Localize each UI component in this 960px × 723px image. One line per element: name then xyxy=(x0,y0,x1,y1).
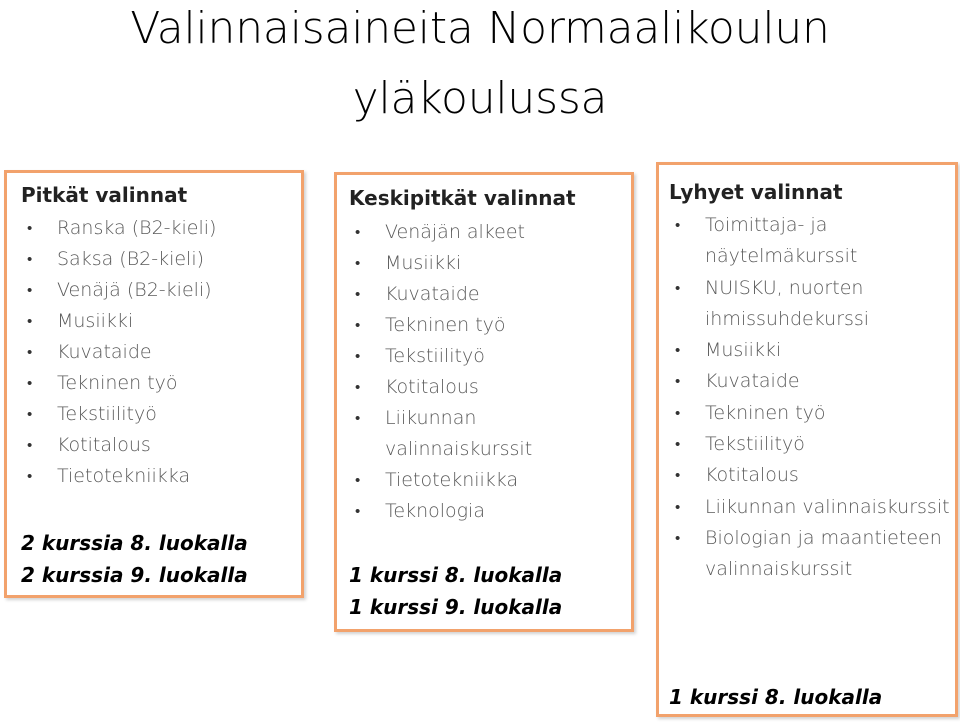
bullet-icon: • xyxy=(27,405,33,423)
box-heading: Lyhyet valinnat xyxy=(669,180,843,204)
list-item: • Tekninen työ xyxy=(349,310,629,341)
bullet-icon: • xyxy=(675,466,681,485)
bullet-icon: • xyxy=(27,250,33,268)
list-item: • Musiikki xyxy=(349,248,629,279)
elective-list xyxy=(669,210,954,586)
list-item: • Saksa (B2-kieli) xyxy=(21,244,301,275)
list-item: • Kotitalous xyxy=(349,372,629,403)
bullet-icon: • xyxy=(27,436,33,454)
elective-list xyxy=(21,213,301,492)
bullet-icon: • xyxy=(355,254,361,272)
bullet-icon: • xyxy=(355,409,361,427)
list-item: • Kuvataide xyxy=(21,337,301,368)
course-count-note xyxy=(21,527,248,591)
medium-electives-box xyxy=(334,172,634,632)
list-item: • Ranska (B2-kieli) xyxy=(21,213,301,244)
short-electives-box xyxy=(656,162,958,717)
course-count-line: 1 kurssi 8. luokalla xyxy=(349,563,563,587)
list-item: • Venäjä (B2-kieli) xyxy=(21,275,301,306)
bullet-icon: • xyxy=(675,372,681,391)
list-item: • Biologian ja maantieteen valinnaiskurssit xyxy=(669,523,954,586)
list-item: • Tekstiilityö xyxy=(349,341,629,372)
bullet-icon: • xyxy=(675,341,681,360)
list-item: • Venäjän alkeet xyxy=(349,217,629,248)
list-item: • Tekninen työ xyxy=(669,398,954,429)
bullet-icon: • xyxy=(27,312,33,330)
elective-list xyxy=(349,217,629,527)
page-title-line-1: Valinnaisaineita Normaalikoulun xyxy=(130,3,830,54)
bullet-icon: • xyxy=(675,278,681,297)
bullet-icon: • xyxy=(355,471,361,489)
list-item: • NUISKU, nuorten ihmissuhdekurssi xyxy=(669,273,954,336)
list-item: • Teknologia xyxy=(349,496,629,527)
list-item: • Tietotekniikka xyxy=(21,461,301,492)
list-item: • Tietotekniikka xyxy=(349,465,629,496)
course-count-line: 2 kurssia 9. luokalla xyxy=(21,563,248,587)
bullet-icon: • xyxy=(355,502,361,520)
bullet-icon: • xyxy=(27,343,33,361)
course-count-line: 1 kurssi 9. luokalla xyxy=(349,595,563,619)
bullet-icon: • xyxy=(355,378,361,396)
list-item: • Liikunnan valinnaiskurssit xyxy=(349,403,629,465)
bullet-icon: • xyxy=(355,223,361,241)
box-heading: Pitkät valinnat xyxy=(21,183,188,207)
list-item: • Liikunnan valinnaiskurssit xyxy=(669,492,954,523)
bullet-icon: • xyxy=(675,403,681,422)
course-count-note xyxy=(349,559,562,623)
bullet-icon: • xyxy=(27,219,33,237)
list-item: • Tekstiilityö xyxy=(669,429,954,460)
page-title-line-2: yläkoulussa xyxy=(352,73,608,124)
list-item: • Kotitalous xyxy=(21,430,301,461)
box-heading: Keskipitkät valinnat xyxy=(349,186,576,210)
bullet-icon: • xyxy=(675,435,681,454)
bullet-icon: • xyxy=(675,528,681,547)
bullet-icon: • xyxy=(675,216,681,234)
list-item: • Toimittaja- ja näytelmäkurssit xyxy=(669,210,954,273)
list-item: • Tekstiilityö xyxy=(21,399,301,430)
bullet-icon: • xyxy=(27,281,33,299)
long-electives-box xyxy=(4,170,304,598)
list-item: • Kuvataide xyxy=(669,366,954,397)
bullet-icon: • xyxy=(27,467,33,485)
list-item: • Kotitalous xyxy=(669,460,954,491)
course-count-note xyxy=(669,681,882,713)
bullet-icon: • xyxy=(355,347,361,365)
list-item: • Musiikki xyxy=(669,335,954,366)
list-item: • Kuvataide xyxy=(349,279,629,310)
bullet-icon: • xyxy=(27,374,33,392)
list-item: • Musiikki xyxy=(21,306,301,337)
bullet-icon: • xyxy=(355,316,361,334)
course-count-line: 2 kurssia 8. luokalla xyxy=(21,531,248,555)
bullet-icon: • xyxy=(355,285,361,303)
list-item: • Tekninen työ xyxy=(21,368,301,399)
course-count-line: 1 kurssi 8. luokalla xyxy=(669,685,883,709)
bullet-icon: • xyxy=(675,497,681,516)
